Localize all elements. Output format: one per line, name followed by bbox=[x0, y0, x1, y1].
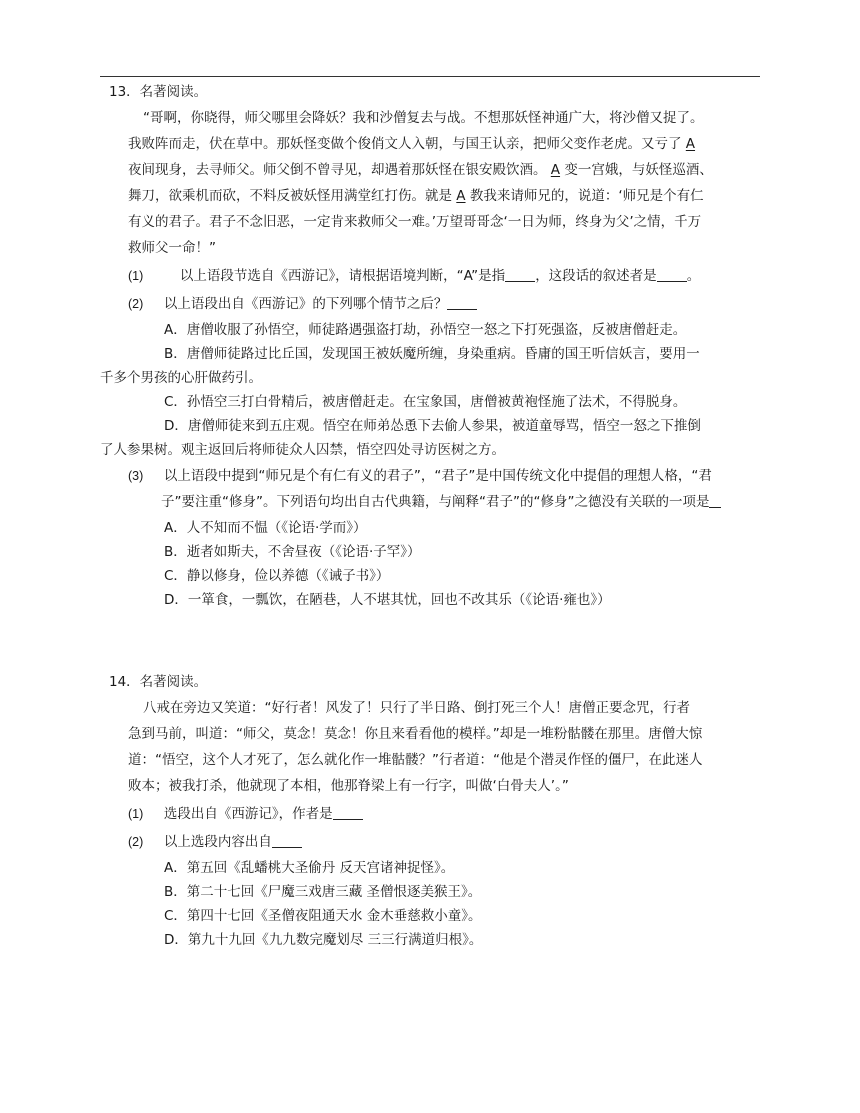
placeholder-a: A bbox=[456, 188, 466, 204]
passage-line: 有义的君子。君子不念旧恶，一定肯来救师父一难。’万望哥哥念‘一日为师，终身为父’之情，千万 bbox=[128, 214, 702, 230]
option-b: B．第二十七回《尸魔三戏唐三藏 圣僧恨逐美猴王》。 bbox=[164, 884, 482, 900]
subquestion-3: (3) 以上语段中提到“师兄是个有仁有义的君子”，“君子”是中国传统文化中提倡的理想人格，“君 bbox=[128, 468, 712, 484]
option-d-cont: 了人参果树。观主返回后将师徒众人囚禁，悟空四处寻访医树之方。 bbox=[100, 442, 505, 458]
option-b: B．逝者如斯夫，不舍昼夜（《论语·子罕》） bbox=[164, 544, 421, 560]
option-d: D．唐僧师徒来到五庄观。悟空在师弟怂恿下去偷人参果，被道童辱骂，悟空一怒之下推倒 bbox=[164, 418, 701, 434]
subquestion-2: (2) 以上选段内容出自 bbox=[128, 830, 302, 854]
option-a: A．唐僧收服了孙悟空，师徒路遇强盗打劫，孙悟空一怒之下打死强盗，反被唐僧赶走。 bbox=[164, 322, 687, 338]
option-b: B．唐僧师徒路过比丘国，发现国王被妖魔所缠，身染重病。昏庸的国王听信妖言，要用一 bbox=[164, 346, 700, 362]
subquestion-1: (1) 以上语段节选自《西游记》，请根据语境判断，“A”是指 ，这段话的叙述者是 。 bbox=[128, 268, 701, 284]
option-c: C．孙悟空三打白骨精后，被唐僧赶走。在宝象国，唐僧被黄袍怪施了法术，不得脱身。 bbox=[164, 394, 687, 410]
passage-line: 夜间现身，去寻师父。师父倒不曾寻见，却遇着那妖怪在银安殿饮酒。 A 变一宫娥，与妖怪巡酒、 bbox=[128, 162, 713, 178]
option-d: D．第九十九回《九九数完魔划尽 三三行满道归根》。 bbox=[164, 932, 483, 948]
option-c: C．静以修身，俭以养德（《诫子书》） bbox=[164, 568, 390, 584]
option-a: A．人不知而不愠（《论语·学而》） bbox=[164, 520, 367, 536]
answer-blank[interactable] bbox=[272, 833, 302, 848]
subquestion-1: (1) 选段出自《西游记》，作者是 bbox=[128, 802, 363, 826]
answer-blank[interactable] bbox=[657, 267, 687, 282]
subquestion-3-cont: 子”要注重“修身”。下列语句均出自古代典籍，与阐释“君子”的“修身”之德没有关联的一项是 bbox=[161, 490, 721, 514]
passage-line: 急到马前，叫道：“师父，莫念！莫念！你且来看看他的模样。”却是一堆粉骷髅在那里。唐僧大惊 bbox=[128, 726, 703, 742]
answer-blank[interactable] bbox=[709, 493, 721, 508]
option-a: A．第五回《乱蟠桃大圣偷丹 反天宫诸神捉怪》。 bbox=[164, 860, 455, 876]
answer-blank[interactable] bbox=[333, 805, 363, 820]
option-d: D．一箪食，一瓢饮，在陋巷，人不堪其忧，回也不改其乐（《论语·雍也》） bbox=[164, 592, 611, 608]
option-b-cont: 千多个男孩的心肝做药引。 bbox=[100, 370, 262, 386]
question-header: 14．名著阅读。 bbox=[109, 674, 208, 690]
top-divider bbox=[100, 76, 760, 77]
passage-line: 八戒在旁边又笑道：“好行者！风发了！只行了半日路、倒打死三个人！唐僧正要念咒，行者 bbox=[143, 700, 690, 716]
answer-blank[interactable] bbox=[447, 295, 477, 310]
answer-blank[interactable] bbox=[505, 267, 535, 282]
placeholder-a: A bbox=[550, 162, 561, 178]
passage-line: 舞刀，欲乘机而砍，不料反被妖怪用满堂红打伤。就是 A 教我来请师兄的，说道：‘师兄是个有仁 bbox=[128, 188, 704, 204]
passage-line: 败本；被我打杀，他就现了本相，他那脊梁上有一行字，叫做‘白骨夫人’。” bbox=[128, 778, 569, 794]
option-c: C．第四十七回《圣僧夜阻通天水 金木垂慈救小童》。 bbox=[164, 908, 482, 924]
passage-line: 我败阵而走，伏在草中。那妖怪变做个俊俏文人入朝，与国王认亲，把师父变作老虎。又亏了 A bbox=[128, 136, 696, 152]
passage-line: 道：“悟空，这个人才死了，怎么就化作一堆骷髅？”行者道：“他是个潜灵作怪的僵尸，在此迷人 bbox=[128, 752, 703, 768]
passage-line: 救师父一命！” bbox=[128, 240, 216, 256]
placeholder-a: A bbox=[685, 136, 696, 152]
question-header: 13．名著阅读。 bbox=[109, 84, 208, 100]
subquestion-2: (2) 以上语段出自《西游记》的下列哪个情节之后？ bbox=[128, 292, 477, 316]
passage-line: “哥啊，你晓得，师父哪里会降妖？我和沙僧复去与战。不想那妖怪神通广大，将沙僧又捉了。 bbox=[143, 110, 704, 126]
